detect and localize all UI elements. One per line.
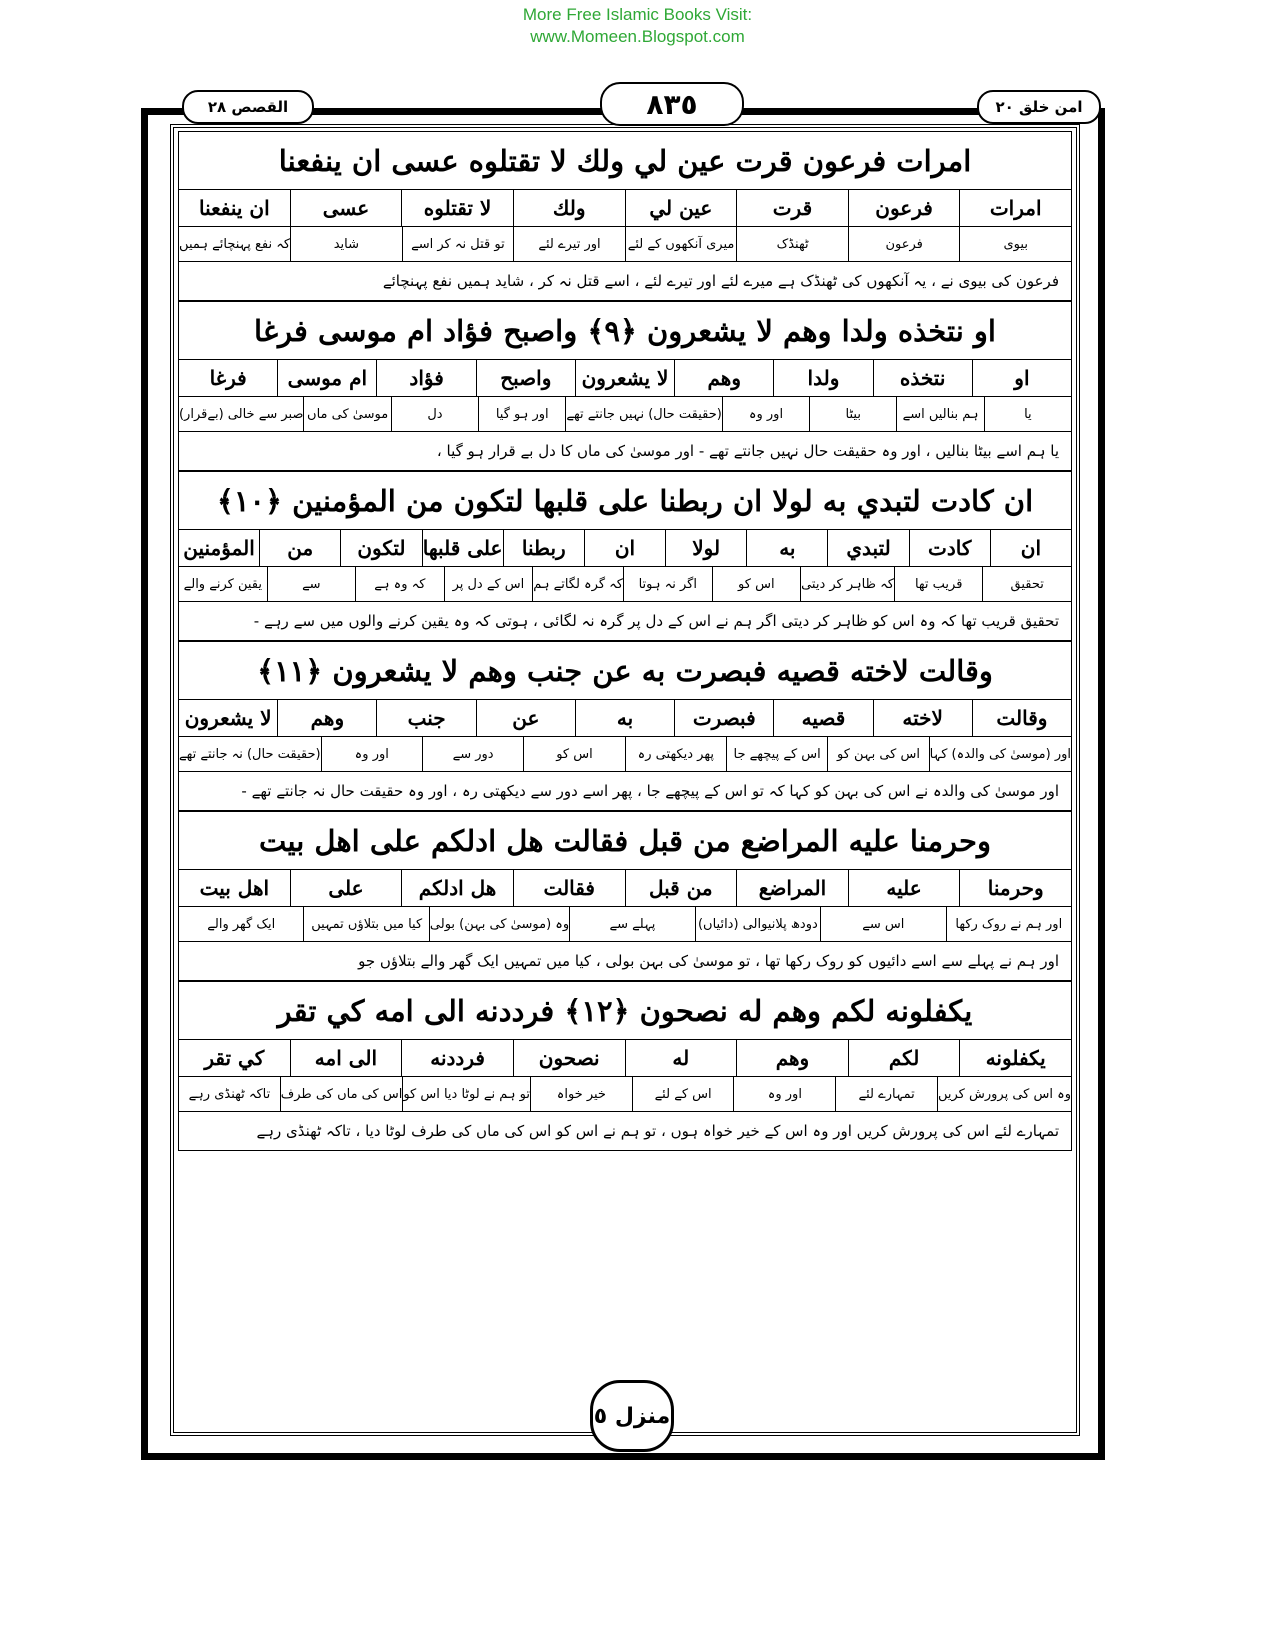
- arabic-word-cell: قصيه: [774, 700, 873, 736]
- arabic-word-cell: المؤمنين: [179, 530, 260, 566]
- arabic-word-cell: على: [291, 870, 403, 906]
- urdu-meaning-cell: قریب تھا: [895, 567, 984, 601]
- arabic-word-cell: عليه: [849, 870, 961, 906]
- arabic-word-cell: هل ادلكم: [402, 870, 514, 906]
- arabic-word-cell: عين لي: [626, 190, 738, 226]
- arabic-word-cell: وقالت: [973, 700, 1072, 736]
- urdu-meaning-cell: ایک گھر والے: [179, 907, 304, 941]
- urdu-meaning-cell: اس کی بہن کو: [828, 737, 929, 771]
- urdu-meaning-cell: خیر خواہ: [531, 1077, 633, 1111]
- urdu-meaning-cell: اور ہو گیا: [479, 397, 566, 431]
- arabic-word-cell: فقالت: [514, 870, 626, 906]
- urdu-meaning-cell: تحقیق: [983, 567, 1072, 601]
- urdu-meaning-cell: اگر نہ ہوتا: [624, 567, 713, 601]
- urdu-meaning-cell: کہ نفع پہنچائے ہمیں: [179, 227, 291, 261]
- arabic-word-cell: ولك: [514, 190, 626, 226]
- arabic-word-cell: المراضع: [737, 870, 849, 906]
- arabic-word-cell: لا يشعرون: [179, 700, 278, 736]
- urdu-meaning-cell: ٹھنڈک: [737, 227, 849, 261]
- urdu-meaning-cell: وہ (موسیٰ کی بہن) بولی: [430, 907, 570, 941]
- ayah-section: [178, 641, 1072, 811]
- arabic-word-cell: يكفلونه: [960, 1040, 1072, 1076]
- arabic-word-cell: لا يشعرون: [576, 360, 675, 396]
- page-header: [146, 82, 1101, 126]
- urdu-meaning-cell: ہم بنالیں اسے: [897, 397, 984, 431]
- urdu-meaning-cell: اس کے دل پر: [445, 567, 534, 601]
- ayah-section: [178, 131, 1072, 301]
- arabic-word-cell: وهم: [675, 360, 774, 396]
- urdu-meaning-cell: اور وہ: [734, 1077, 836, 1111]
- arabic-word-cell: او: [973, 360, 1072, 396]
- arabic-word-cell: لكم: [849, 1040, 961, 1076]
- word-row: [178, 870, 1072, 907]
- urdu-meaning-cell: اور وہ: [723, 397, 810, 431]
- arabic-word-cell: لتبدي: [828, 530, 909, 566]
- arabic-word-cell: عن: [477, 700, 576, 736]
- arabic-word-cell: على قلبها: [423, 530, 504, 566]
- arabic-word-cell: وحرمنا: [960, 870, 1072, 906]
- word-row: [178, 700, 1072, 737]
- arabic-word-cell: فرعون: [849, 190, 961, 226]
- arabic-word-cell: امرات: [960, 190, 1072, 226]
- urdu-meaning-cell: اس کو: [524, 737, 625, 771]
- arabic-word-cell: ان: [585, 530, 666, 566]
- arabic-word-cell: كي تقر: [179, 1040, 291, 1076]
- urdu-meaning-cell: (حقیقت حال) نہیں جانتے تھے: [566, 397, 722, 431]
- urdu-meaning-cell: پہلے سے: [570, 907, 695, 941]
- arabic-ayah-line: يكفلونه لكم وهم له نصحون ﴿١٢﴾ فرددنه الى امه كي تقر: [178, 981, 1072, 1040]
- arabic-word-cell: به: [747, 530, 828, 566]
- urdu-meaning-cell: بیٹا: [810, 397, 897, 431]
- urdu-meaning-cell: سے: [268, 567, 357, 601]
- urdu-meaning-cell: تاکہ ٹھنڈی رہے: [179, 1077, 281, 1111]
- meaning-row: [178, 907, 1072, 942]
- urdu-meaning-cell: تو ہم نے لوٹا دیا اس کو: [403, 1077, 531, 1111]
- arabic-word-cell: وهم: [737, 1040, 849, 1076]
- ayah-section: [178, 981, 1072, 1151]
- arabic-word-cell: ولدا: [774, 360, 873, 396]
- urdu-meaning-cell: اس کے پیچھے جا: [727, 737, 828, 771]
- juz-label: امن خلق ٢٠: [977, 90, 1101, 124]
- urdu-meaning-cell: اور (موسیٰ کی والدہ) کہا: [930, 737, 1072, 771]
- arabic-word-cell: ان ينفعنا: [179, 190, 291, 226]
- word-row: [178, 360, 1072, 397]
- urdu-translation-line: فرعون کی بیوی نے ، یہ آنکھوں کی ٹھنڈک ہے میرے لئے اور تیرے لئے ، اسے قتل نہ کر ، شاید ہمیں نفع پہنچائے: [178, 262, 1072, 301]
- arabic-word-cell: واصبح: [477, 360, 576, 396]
- ayah-section: [178, 471, 1072, 641]
- arabic-word-cell: من: [260, 530, 341, 566]
- promo-banner: [0, 4, 1275, 48]
- content-table: [178, 131, 1072, 1151]
- promo-line-1: More Free Islamic Books Visit:: [522, 5, 753, 24]
- meaning-row: [178, 397, 1072, 432]
- arabic-word-cell: فرغا: [179, 360, 278, 396]
- urdu-meaning-cell: صبر سے خالی (بےقرار): [179, 397, 305, 431]
- arabic-word-cell: لولا: [666, 530, 747, 566]
- urdu-meaning-cell: وہ اس کی پرورش کریں: [938, 1077, 1072, 1111]
- arabic-word-cell: وهم: [278, 700, 377, 736]
- urdu-meaning-cell: تو قتل نہ کر اسے: [403, 227, 515, 261]
- arabic-ayah-line: وحرمنا عليه المراضع من قبل فقالت هل ادلكم على اهل بيت: [178, 811, 1072, 870]
- urdu-meaning-cell: اس سے: [821, 907, 946, 941]
- arabic-word-cell: اهل بيت: [179, 870, 291, 906]
- arabic-word-cell: الى امه: [291, 1040, 403, 1076]
- manzil-badge: منزل ٥: [590, 1380, 674, 1452]
- arabic-word-cell: نصحون: [514, 1040, 626, 1076]
- urdu-meaning-cell: (حقیقت حال) نہ جانتے تھے: [179, 737, 322, 771]
- arabic-word-cell: له: [626, 1040, 738, 1076]
- arabic-ayah-line: ان كادت لتبدي به لولا ان ربطنا على قلبها لتكون من المؤمنين ﴿١٠﴾: [178, 471, 1072, 530]
- urdu-translation-line: تحقیق قریب تھا کہ وہ اس کو ظاہر کر دیتی اگر ہم نے اس کے دل پر گرہ نہ لگائی ، ہوتی کہ وہ یقین کرنے والوں میں سے رہے -: [178, 602, 1072, 641]
- arabic-ayah-line: امرات فرعون قرت عين لي ولك لا تقتلوه عسى ان ينفعنا: [178, 131, 1072, 190]
- urdu-meaning-cell: کیا میں بتلاؤں تمہیں: [304, 907, 429, 941]
- urdu-translation-line: اور ہم نے پہلے سے اسے دائیوں کو روک رکھا تھا ، تو موسیٰ کی بہن بولی ، کیا میں تمہیں ایک گھر والے بتلاؤں جو: [178, 942, 1072, 981]
- urdu-meaning-cell: موسیٰ کی ماں: [304, 397, 391, 431]
- urdu-meaning-cell: کہ گرہ لگاتے ہم: [533, 567, 624, 601]
- urdu-meaning-cell: پھر دیکھتی رہ: [626, 737, 727, 771]
- urdu-meaning-cell: اور ہم نے روک رکھا: [947, 907, 1072, 941]
- arabic-word-cell: لا تقتلوه: [402, 190, 514, 226]
- word-row: [178, 530, 1072, 567]
- arabic-word-cell: عسى: [291, 190, 403, 226]
- urdu-meaning-cell: کہ وہ ہے: [356, 567, 445, 601]
- promo-link[interactable]: www.Momeen.Blogspot.com: [530, 27, 745, 46]
- arabic-word-cell: قرت: [737, 190, 849, 226]
- arabic-word-cell: من قبل: [626, 870, 738, 906]
- arabic-word-cell: كادت: [910, 530, 991, 566]
- urdu-meaning-cell: اور وہ: [322, 737, 423, 771]
- surah-label: القصص ٢٨: [182, 90, 314, 124]
- word-row: [178, 190, 1072, 227]
- urdu-meaning-cell: شاید: [291, 227, 403, 261]
- urdu-meaning-cell: دور سے: [423, 737, 524, 771]
- arabic-word-cell: نتخذه: [874, 360, 973, 396]
- urdu-meaning-cell: یقین کرنے والے: [179, 567, 268, 601]
- urdu-meaning-cell: میری آنکھوں کے لئے: [626, 227, 738, 261]
- ayah-section: [178, 301, 1072, 471]
- word-row: [178, 1040, 1072, 1077]
- arabic-word-cell: ام موسى: [278, 360, 377, 396]
- arabic-word-cell: ربطنا: [504, 530, 585, 566]
- urdu-meaning-cell: بیوی: [960, 227, 1072, 261]
- urdu-meaning-cell: اس کو: [713, 567, 802, 601]
- meaning-row: [178, 567, 1072, 602]
- ayah-section: [178, 811, 1072, 981]
- arabic-word-cell: ان: [991, 530, 1072, 566]
- arabic-word-cell: فؤاد: [377, 360, 476, 396]
- urdu-meaning-cell: اور تیرے لئے: [514, 227, 626, 261]
- arabic-ayah-line: وقالت لاخته قصيه فبصرت به عن جنب وهم لا يشعرون ﴿١١﴾: [178, 641, 1072, 700]
- arabic-ayah-line: او نتخذه ولدا وهم لا يشعرون ﴿٩﴾ واصبح فؤاد ام موسى فرغا: [178, 301, 1072, 360]
- meaning-row: [178, 737, 1072, 772]
- urdu-meaning-cell: دل: [392, 397, 479, 431]
- urdu-translation-line: تمہارے لئے اس کی پرورش کریں اور وہ اس کے خیر خواہ ہوں ، تو ہم نے اس کو اس کی ماں کی طرف لوٹا دیا ، تاکہ ٹھنڈی رہے: [178, 1112, 1072, 1151]
- arabic-word-cell: به: [576, 700, 675, 736]
- meaning-row: [178, 1077, 1072, 1112]
- arabic-word-cell: جنب: [377, 700, 476, 736]
- urdu-translation-line: یا ہم اسے بیٹا بنالیں ، اور وہ حقیقت حال نہیں جانتے تھے - اور موسیٰ کی ماں کا دل بے قرار ہو گیا ،: [178, 432, 1072, 471]
- urdu-translation-line: اور موسیٰ کی والدہ نے اس کی بہن کو کہا کہ تو اس کے پیچھے جا ، پھر اسے دور سے دیکھتی رہ ، اور وہ حقیقت حال نہ جانتے تھے -: [178, 772, 1072, 811]
- urdu-meaning-cell: دودھ پلانیوالی (دائیاں): [696, 907, 821, 941]
- page-number: ٨٣٥: [600, 82, 744, 126]
- arabic-word-cell: فبصرت: [675, 700, 774, 736]
- arabic-word-cell: لاخته: [874, 700, 973, 736]
- urdu-meaning-cell: تمہارے لئے: [836, 1077, 938, 1111]
- arabic-word-cell: فرددنه: [402, 1040, 514, 1076]
- urdu-meaning-cell: فرعون: [849, 227, 961, 261]
- urdu-meaning-cell: اس کی ماں کی طرف: [281, 1077, 404, 1111]
- meaning-row: [178, 227, 1072, 262]
- urdu-meaning-cell: کہ ظاہر کر دیتی: [801, 567, 895, 601]
- arabic-word-cell: لتكون: [341, 530, 422, 566]
- urdu-meaning-cell: یا: [985, 397, 1072, 431]
- urdu-meaning-cell: اس کے لئے: [633, 1077, 735, 1111]
